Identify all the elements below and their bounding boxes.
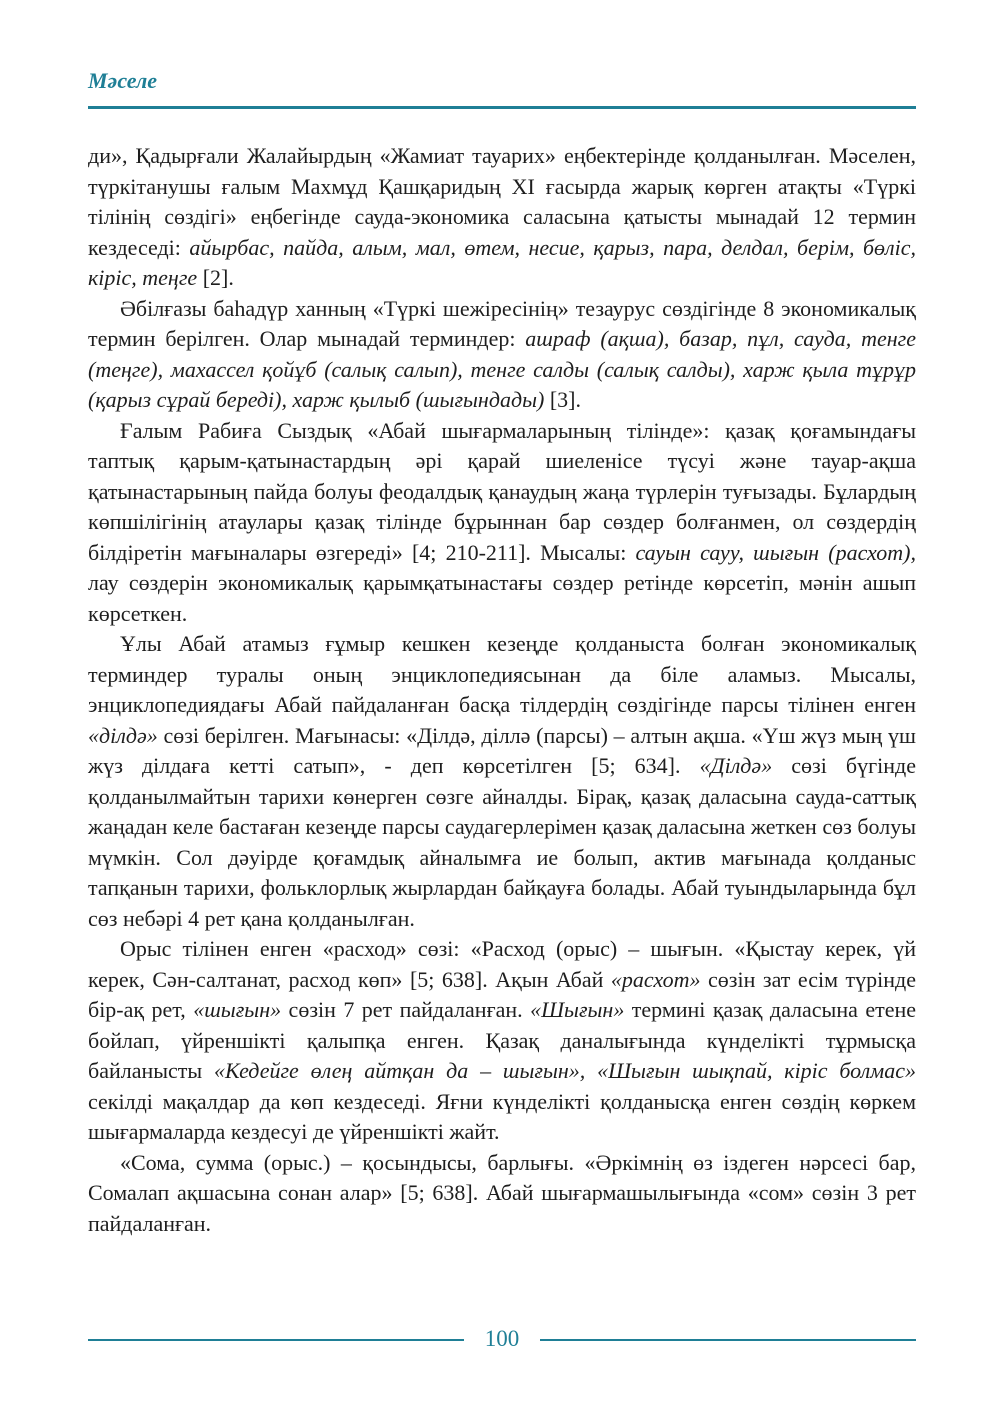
text-span: Орыс тілінен енген «расход» сөзі: «Расход (орыс) – шығын. «Қыстау керек, үй керек, Сән-салтанат, расход көп» [5; 638]. Ақын Абай xyxy=(88,936,916,992)
text-span: Әбілғазы баһадүр ханның «Түркі шежіресінің» тезаурус сөздігінде 8 экономикалық термин берілген. Олар мынадай терминдер: xyxy=(88,295,916,351)
header-divider xyxy=(88,106,916,109)
text-span: сөзін зат есім түрінде бір-ақ рет, xyxy=(88,966,916,1022)
paragraph-2 xyxy=(88,294,916,416)
italic-term-span: «Ділдә» xyxy=(699,753,773,778)
italic-term-span: ашраф (ақша), базар, пұл, сауда, тенге (теңге), махассел қойұб (салық салып), тенге салды (салық салды), харж қыла тұрұр (қарыз сұрай береді), харж қылыб (шығындады) xyxy=(88,326,916,412)
text-span: сөзін 7 рет пайдаланған. xyxy=(281,997,531,1022)
section-header-title: Мәселе xyxy=(88,68,158,93)
text-span: ди», Қадырғали Жалайырдың «Жамиат тауарих» еңбектерінде қолданылған. Мәселен, түркітанушы ғалым Махмұд Қашқаридың XI ғасырда жарық көрген атақты «Түркі тілінің сөздігі» еңбегінде сауда-экономика саласына қатысты мынадай 12 термин кездеседі: xyxy=(88,143,916,260)
text-span: сөзі берілген. Мағынасы: «Ділдә, діллә (парсы) – алтын ақша. «Үш жүз мың үш жүз ділдаға кетті сатып», - деп көрсетілген [5; 634]. xyxy=(88,722,916,778)
text-span: секілді мақалдар да көп кездеседі. Яғни күнделікті қолданысқа енген сөздің көркем шығармаларда кездесуі де үйреншікті жайт. xyxy=(88,1088,916,1144)
italic-term-span: «расхот» xyxy=(610,966,701,992)
page-number: 100 xyxy=(484,1326,520,1351)
text-span: сөзі бүгінде қолданылмайтын тарихи көнерген сөзге айналды. Бірақ, қазақ даласына сауда-саттық жаңадан келе бастаған кезеңде парсы саудагерлерімен қазақ даласына жеткен сөз болуы мүмкін. Сол дәуірде қоғамдық айналымға ие болып, актив мағынада қолданыс тапқанын тарихи, фольклорлық жырлардан байқауға болады. Абай туындыларында бұл сөз небәрі 4 рет қана қолданылған. xyxy=(88,753,916,931)
text-span: Ұлы Абай атамыз ғұмыр кешкен кезеңде қолданыста болған экономикалық терминдер туралы оның энциклопедиясынан да біле аламыз. Мысалы, энциклопедиядағы Абай пайдаланған басқа тілдердің сөздігінде парсы тілінен енген xyxy=(88,631,916,717)
italic-term-span: «шығын» xyxy=(193,997,282,1022)
text-span: «Сома, сумма (орыс.) – қосындысы, барлығы. «Әркімнің өз іздеген нәрсесі бар, Сомалап ақшасына сонан алар» [5; 638]. Абай шығармашылығында «сом» сөзін 3 рет пайдаланған. xyxy=(88,1149,916,1236)
paragraph-4 xyxy=(88,629,916,934)
footer-divider-right xyxy=(540,1339,916,1341)
paragraph-3 xyxy=(88,416,916,630)
body-text xyxy=(88,141,916,1239)
italic-term-span: «Кедейге өлең айтқан да – шығын», «Шығын шықпай, кіріс болмас» xyxy=(214,1058,916,1083)
text-span: термині қазақ даласына етене бойлап, үйреншікті қалыпқа енген. Қазақ даналығында күнделікті тұрмысқа байланысты xyxy=(88,997,917,1083)
footer-divider-left xyxy=(88,1339,464,1341)
text-span: лау сөздерін экономикалық қарымқатынастағы сөздер ретінде көрсетіп, мәнін ашып көрсеткен. xyxy=(88,570,916,626)
italic-term-span: сауын сауу, шығын (расхот), xyxy=(635,539,916,565)
text-span: [2]. xyxy=(197,265,234,290)
italic-term-span: айырбас, пайда, алым, мал, өтем, несие, қарыз, пара, делдал, берім, бөліс, кіріс, теңге xyxy=(88,234,916,290)
paragraph-1 xyxy=(88,141,916,294)
text-span: Ғалым Рабиға Сыздық «Абай шығармаларының тілінде»: қазақ қоғамындағы таптық қарым-қатынастардың әрі қарай шиеленісе түсуі және тауар-ақша қатынастарының пайда болуы феодалдық қанаудың жаңа түрлерін туғызады. Бұлардың көпшілігінің атаулары қазақ тілінде бұрыннан бар сөздер болғанмен, ол сөздердің білдіретін мағыналары өзгереді» [4; 210-211]. Мысалы: xyxy=(88,417,916,565)
italic-term-span: «ділдә» xyxy=(88,722,158,748)
paragraph-5 xyxy=(88,934,916,1148)
italic-term-span: «Шығын» xyxy=(530,997,625,1022)
text-span: [3]. xyxy=(544,387,581,412)
paragraph-6 xyxy=(88,1148,916,1240)
